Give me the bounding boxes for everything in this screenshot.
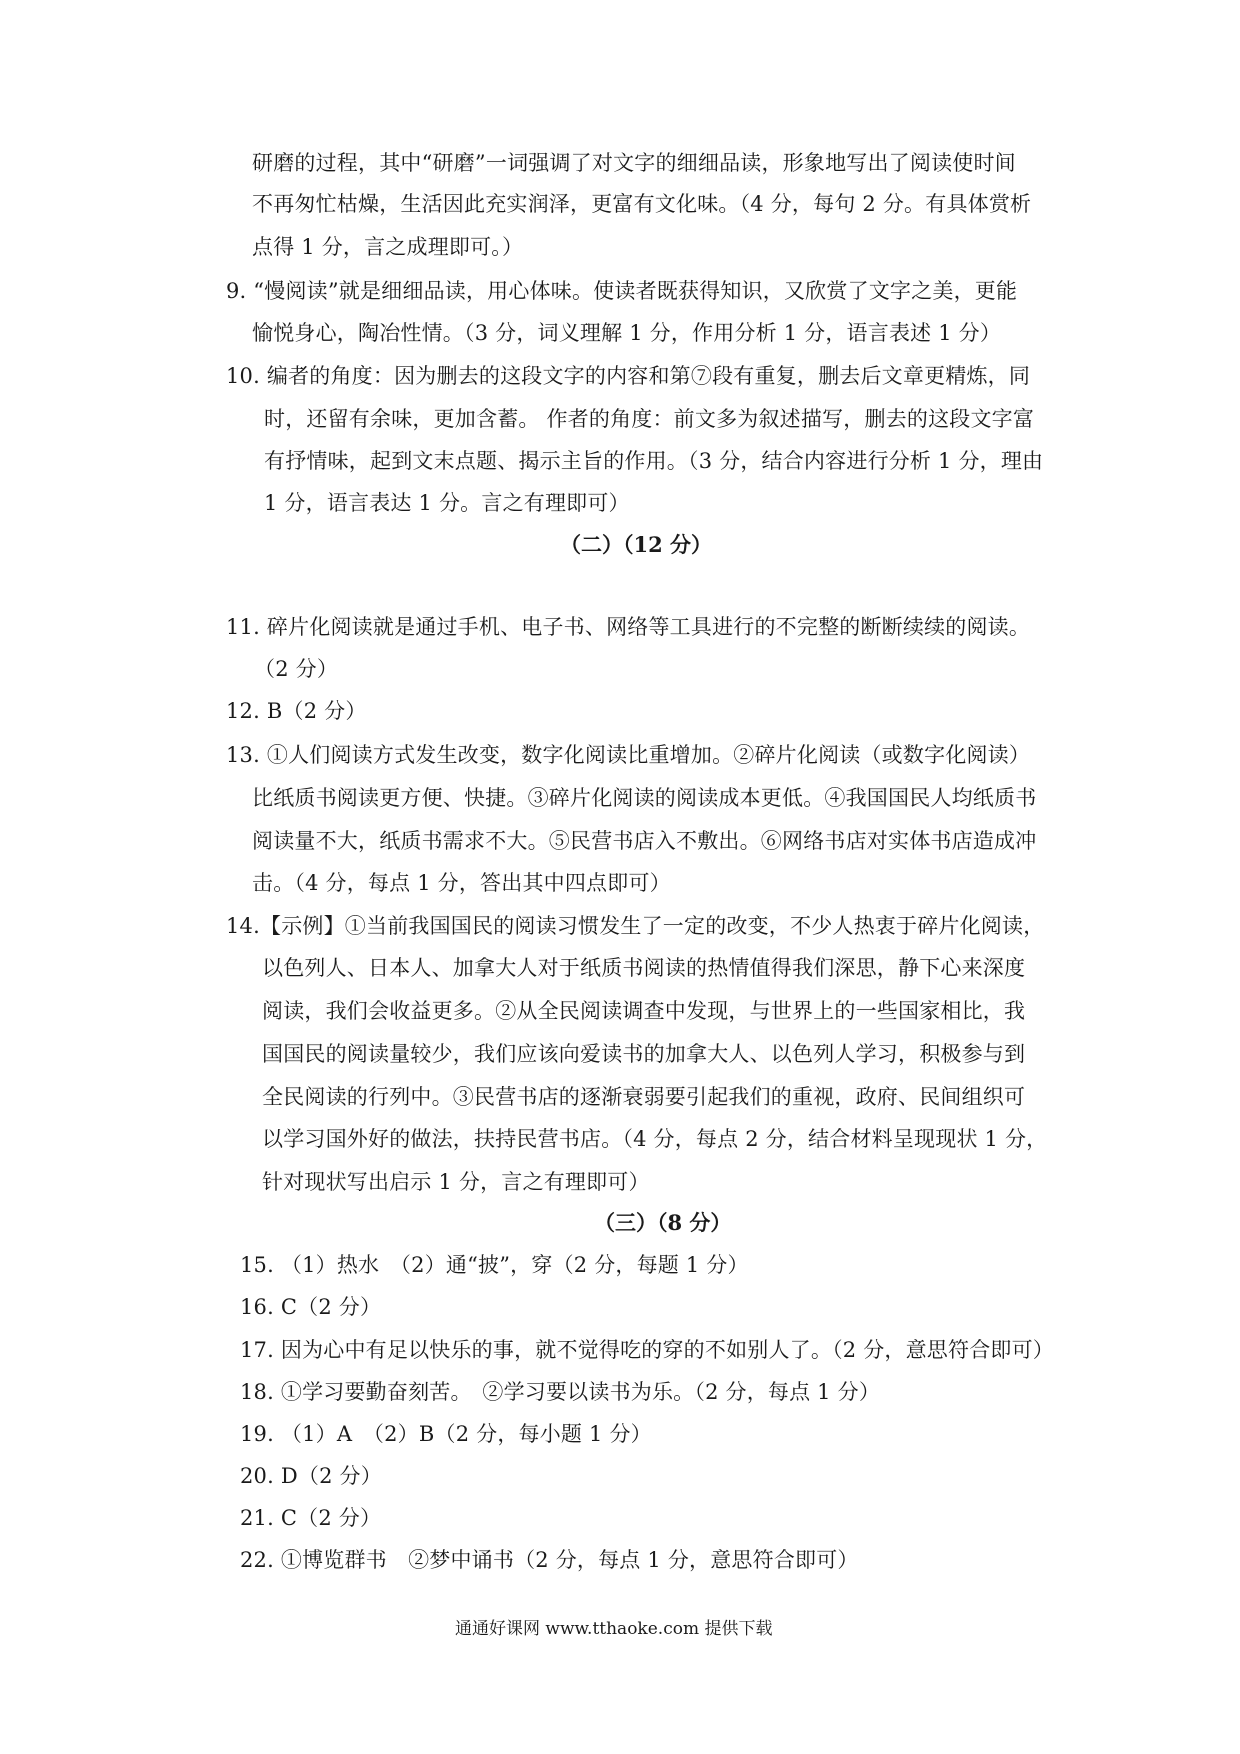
answer-8-line-1: 研磨的过程，其中“研磨”一词强调了对文字的细细品读，形象地写出了阅读使时间 (252, 151, 1016, 175)
answer-12: 12. B（2 分） (226, 699, 367, 723)
answer-14-line-7: 针对现状写出启示 1 分，言之有理即可） (262, 1170, 650, 1194)
answer-21: 21. C（2 分） (240, 1506, 382, 1530)
answer-11-line-2: （2 分） (254, 657, 339, 681)
answer-13-line-3: 阅读量不大，纸质书需求不大。⑤民营书店入不敷出。⑥网络书店对实体书店造成冲 (252, 829, 1037, 853)
answer-14-line-4: 国国民的阅读量较少，我们应该向爱读书的加拿大人、以色列人学习，积极参与到 (262, 1042, 1026, 1066)
section-heading-3: （三）（8 分） (594, 1210, 732, 1235)
answer-16: 16. C（2 分） (240, 1295, 382, 1319)
answer-10-line-3: 有抒情味，起到文末点题、揭示主旨的作用。（3 分，结合内容进行分析 1 分，理由 (264, 449, 1044, 473)
answer-14-line-3: 阅读，我们会收益更多。②从全民阅读调查中发现，与世界上的一些国家相比，我 (262, 999, 1026, 1023)
answer-10-line-4: 1 分，语言表达 1 分。言之有理即可） (264, 491, 630, 515)
page-footer: 通通好课网 www.tthaoke.com 提供下载 (455, 1619, 773, 1639)
answer-14-line-2: 以色列人、日本人、加拿大人对于纸质书阅读的热情值得我们深思，静下心来深度 (262, 956, 1026, 980)
answer-13-line-4: 击。（4 分，每点 1 分，答出其中四点即可） (252, 871, 671, 895)
answer-15: 15. （1）热水 （2）通“披”，穿（2 分，每题 1 分） (240, 1253, 749, 1277)
answer-22: 22. ①博览群书 ②梦中诵书（2 分，每点 1 分，意思符合即可） (240, 1548, 859, 1572)
answer-11-line-1: 11. 碎片化阅读就是通过手机、电子书、网络等工具进行的不完整的断断续续的阅读。 (226, 615, 1031, 639)
answer-8-line-3: 点得 1 分，言之成理即可。） (252, 235, 524, 259)
answer-20: 20. D（2 分） (240, 1464, 382, 1488)
answer-8-line-2: 不再匆忙枯燥，生活因此充实润泽，更富有文化味。（4 分，每句 2 分。有具体赏析 (252, 192, 1032, 216)
answer-19: 19. （1）A （2）B（2 分，每小题 1 分） (240, 1422, 652, 1446)
answer-13-line-1: 13. ①人们阅读方式发生改变，数字化阅读比重增加。②碎片化阅读（或数字化阅读） (226, 743, 1031, 767)
answer-14-line-5: 全民阅读的行列中。③民营书店的逐渐衰弱要引起我们的重视，政府、民间组织可 (262, 1085, 1026, 1109)
answer-14-line-1: 14.【示例】①当前我国国民的阅读习惯发生了一定的改变，不少人热衷于碎片化阅读， (226, 914, 1045, 938)
answer-13-line-2: 比纸质书阅读更方便、快捷。③碎片化阅读的阅读成本更低。④我国国民人均纸质书 (252, 786, 1037, 810)
answer-9-line-1: 9. “慢阅读”就是细细品读，用心体味。使读者既获得知识，又欣赏了文字之美，更能 (226, 279, 1018, 303)
answer-14-line-6: 以学习国外好的做法，扶持民营书店。（4 分，每点 2 分，结合材料呈现现状 1 分， (262, 1127, 1048, 1151)
answer-10-line-2: 时，还留有余味，更加含蓄。 作者的角度：前文多为叙述描写，删去的这段文字富 (264, 407, 1035, 431)
answer-9-line-2: 愉悦身心，陶冶性情。（3 分，词义理解 1 分，作用分析 1 分，语言表述 1 分） (252, 321, 1002, 345)
answer-17: 17. 因为心中有足以快乐的事，就不觉得吃的穿的不如别人了。（2 分，意思符合即可） (240, 1338, 1055, 1362)
section-heading-2: （二）（12 分） (560, 532, 713, 557)
answer-18: 18. ①学习要勤奋刻苦。 ②学习要以读书为乐。（2 分，每点 1 分） (240, 1380, 881, 1404)
answer-10-line-1: 10. 编者的角度：因为删去的这段文字的内容和第⑦段有重复，删去后文章更精炼，同 (226, 364, 1031, 388)
